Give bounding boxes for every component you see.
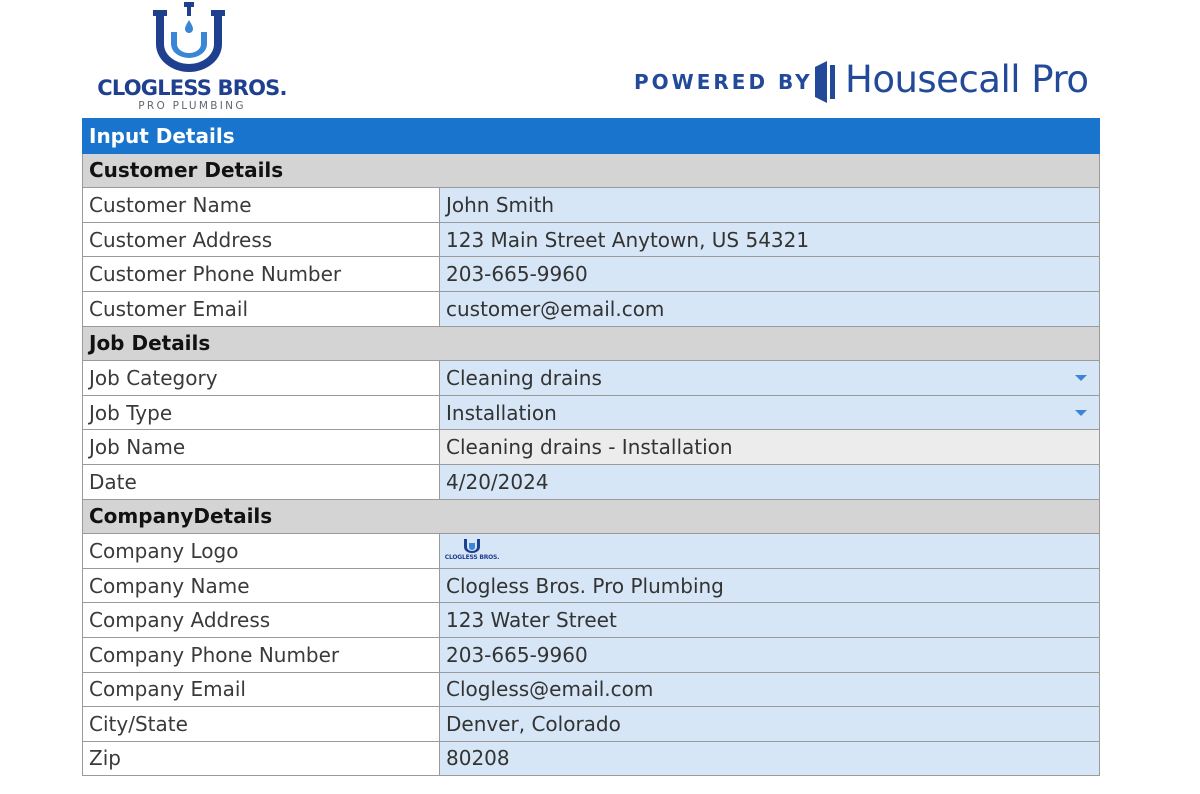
table-row — [83, 291, 1100, 326]
section-header-row — [83, 326, 1100, 361]
chevron-down-icon[interactable] — [1075, 375, 1087, 381]
table-row — [83, 637, 1100, 672]
table-row — [83, 568, 1100, 603]
field-label: Job Category — [83, 361, 440, 396]
section-title-customer: Customer Details — [83, 153, 1100, 188]
input-details-table — [82, 118, 1100, 776]
job-date-cell[interactable]: 4/20/2024 — [440, 464, 1100, 499]
table-row — [83, 534, 1100, 569]
field-label: Company Logo — [83, 534, 440, 569]
housecall-pro-name: Housecall Pro — [845, 58, 1089, 101]
customer-address-cell[interactable]: 123 Main Street Anytown, US 54321 — [440, 222, 1100, 257]
company-logo-cell[interactable] — [440, 534, 1100, 569]
field-label: Customer Phone Number — [83, 257, 440, 292]
zip-cell[interactable]: 80208 — [440, 741, 1100, 776]
housecall-pro-icon — [813, 61, 837, 103]
company-logo-name: CLOGLESS BROS. — [444, 554, 500, 562]
customer-email-cell[interactable]: customer@email.com — [440, 291, 1100, 326]
job-type-dropdown[interactable] — [440, 395, 1100, 430]
sheet-title: Input Details — [83, 119, 1100, 154]
chevron-down-icon[interactable] — [1075, 410, 1087, 416]
brand-tagline: PRO PLUMBING — [138, 100, 246, 112]
sheet-title-row — [83, 119, 1100, 154]
job-name-cell[interactable]: Cleaning drains - Installation — [440, 430, 1100, 465]
table-row — [83, 464, 1100, 499]
field-label: Zip — [83, 741, 440, 776]
field-label: Company Name — [83, 568, 440, 603]
customer-phone-cell[interactable]: 203-665-9960 — [440, 257, 1100, 292]
field-label: Customer Email — [83, 291, 440, 326]
field-label: Company Phone Number — [83, 637, 440, 672]
job-category-value: Cleaning drains — [446, 365, 602, 390]
company-phone-cell[interactable]: 203-665-9960 — [440, 637, 1100, 672]
table-row — [83, 430, 1100, 465]
table-row — [83, 672, 1100, 707]
city-state-cell[interactable]: Denver, Colorado — [440, 707, 1100, 742]
table-row — [83, 361, 1100, 396]
table-row — [83, 603, 1100, 638]
job-category-dropdown[interactable] — [440, 361, 1100, 396]
table-row — [83, 188, 1100, 223]
brand-name: CLOGLESS BROS. — [97, 76, 287, 100]
plumbing-logo-icon — [444, 537, 500, 555]
field-label: Job Name — [83, 430, 440, 465]
table-row — [83, 707, 1100, 742]
company-logo — [90, 2, 290, 114]
section-header-row — [83, 499, 1100, 534]
field-label: Company Email — [83, 672, 440, 707]
powered-by-banner — [632, 58, 1102, 108]
section-header-row — [83, 153, 1100, 188]
plumbing-logo-icon — [151, 2, 227, 74]
field-label: City/State — [83, 707, 440, 742]
job-type-value: Installation — [446, 400, 557, 425]
section-title-company: CompanyDetails — [83, 499, 1100, 534]
company-email-cell[interactable]: Clogless@email.com — [440, 672, 1100, 707]
powered-by-label: POWERED BY — [634, 70, 813, 94]
field-label: Date — [83, 464, 440, 499]
table-row — [83, 741, 1100, 776]
field-label: Customer Address — [83, 222, 440, 257]
table-row — [83, 257, 1100, 292]
company-name-cell[interactable]: Clogless Bros. Pro Plumbing — [440, 568, 1100, 603]
table-row — [83, 395, 1100, 430]
field-label: Company Address — [83, 603, 440, 638]
company-address-cell[interactable]: 123 Water Street — [440, 603, 1100, 638]
field-label: Job Type — [83, 395, 440, 430]
customer-name-cell[interactable]: John Smith — [440, 188, 1100, 223]
company-logo-thumbnail — [444, 537, 500, 565]
field-label: Customer Name — [83, 188, 440, 223]
section-title-job: Job Details — [83, 326, 1100, 361]
table-row — [83, 222, 1100, 257]
